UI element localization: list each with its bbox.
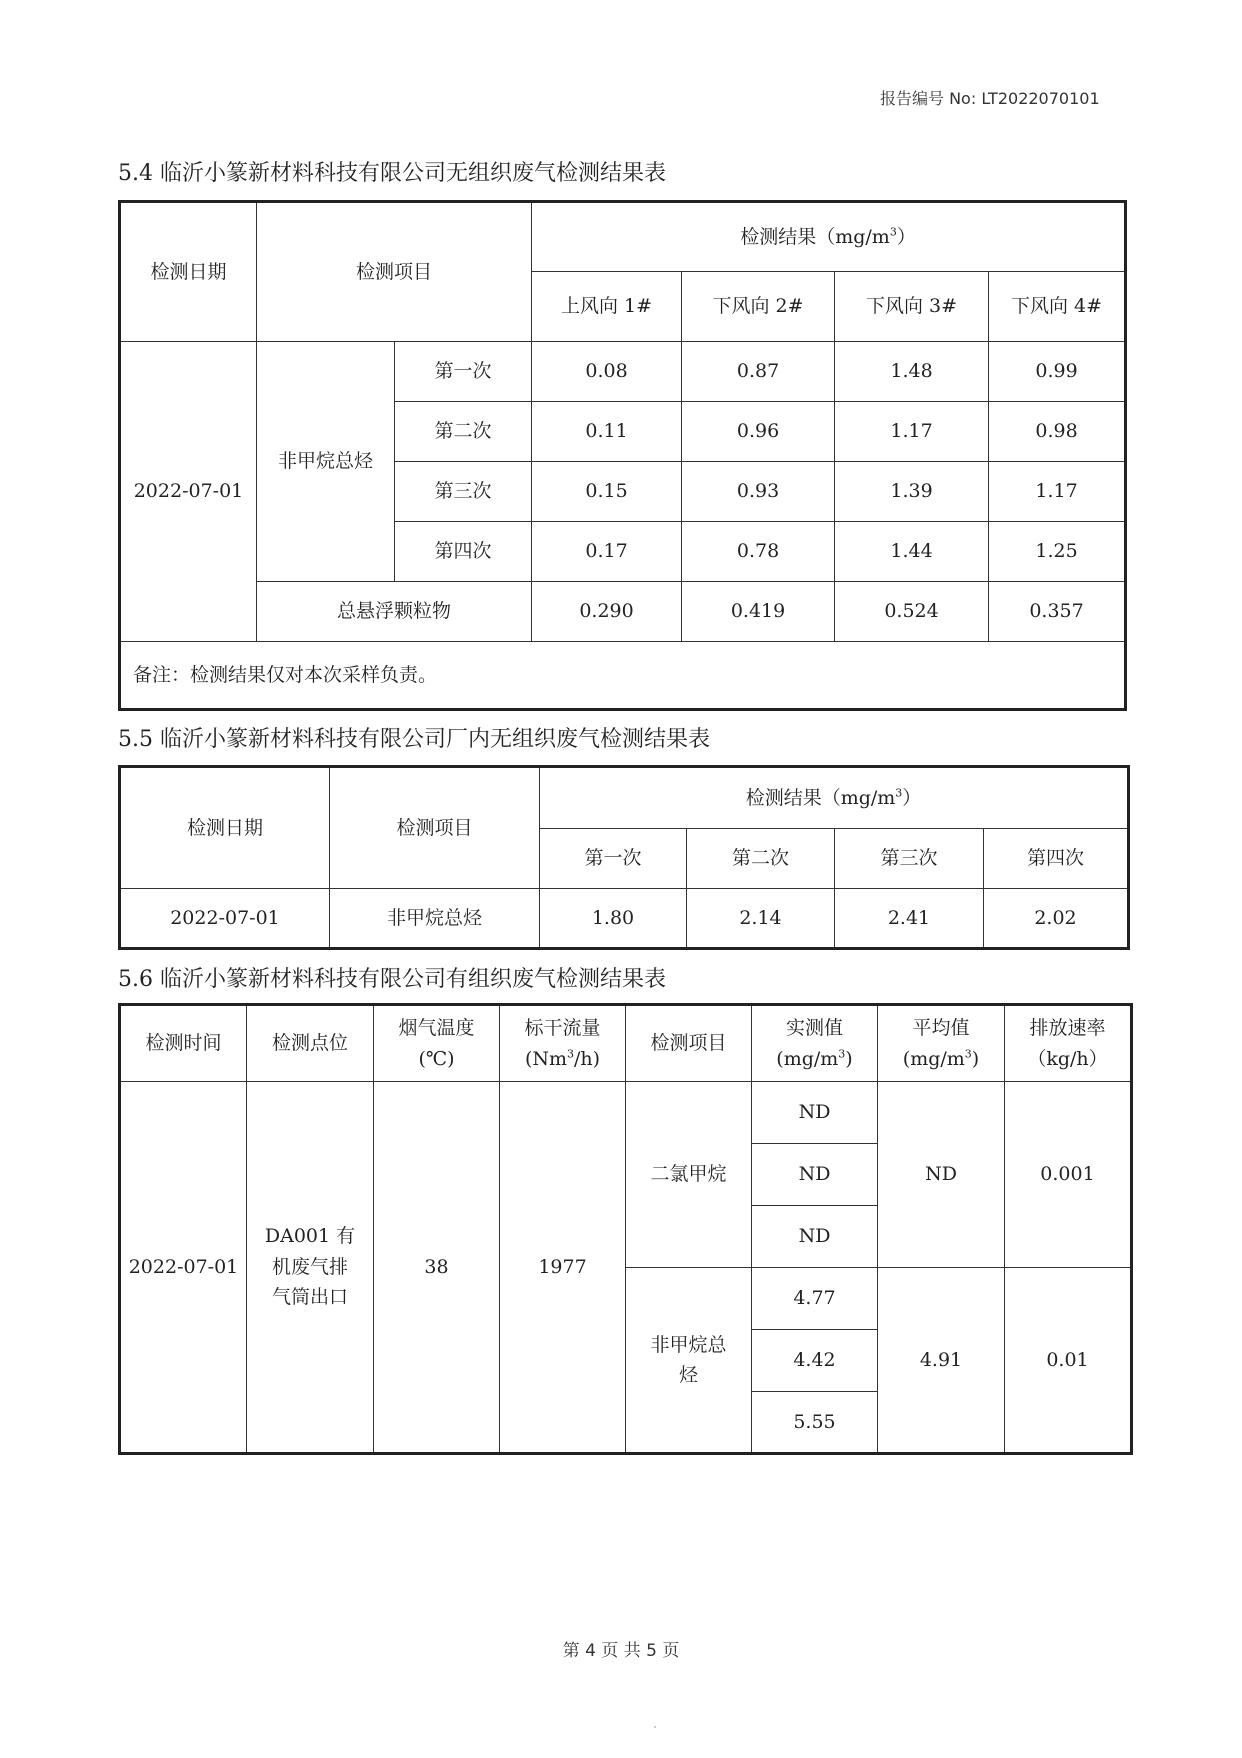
header-item: 检测项目: [257, 202, 532, 342]
section-title-5-4: 5.4 临沂小篆新材料科技有限公司无组织废气检测结果表: [118, 161, 666, 186]
value-cell: 0.290: [532, 582, 682, 642]
average-cell: 4.91: [878, 1268, 1005, 1454]
header-average: 平均值 $(mg/m^3)$: [878, 1005, 1005, 1082]
value-cell: 0.78: [682, 522, 835, 582]
page-number: 第 4 页 共 5 页: [562, 1641, 680, 1661]
value-cell: 2.02: [984, 889, 1129, 949]
value-cell: 0.524: [835, 582, 989, 642]
date-cell: 2022-07-01: [120, 1082, 247, 1454]
value-cell: 0.15: [532, 462, 682, 522]
header-temp: 烟气温度 (℃): [374, 1005, 500, 1082]
header-result: 检测结果$(mg/m^3)$: [532, 202, 1126, 272]
value-cell: 0.87: [682, 342, 835, 402]
header-date: 检测日期: [120, 767, 330, 889]
section-title-5-6: 5.6 临沂小篆新材料科技有限公司有组织废气检测结果表: [118, 967, 666, 992]
section-title-5-5: 5.5 临沂小篆新材料科技有限公司厂内无组织废气检测结果表: [118, 727, 710, 752]
value-cell: 0.99: [989, 342, 1126, 402]
value-cell: 1.17: [989, 462, 1126, 522]
header-point: 下风向 4#: [989, 272, 1126, 342]
header-item: 检测项目: [330, 767, 540, 889]
measured-cell: 4.77: [752, 1268, 878, 1330]
measured-cell: ND: [752, 1082, 878, 1144]
value-cell: 1.25: [989, 522, 1126, 582]
item-cell: 非甲烷总 烃: [626, 1268, 752, 1454]
header-date: 检测日期: [120, 202, 257, 342]
value-cell: 1.80: [540, 889, 687, 949]
report-number-value: LT2022070101: [981, 89, 1100, 108]
item-cell: 非甲烷总烃: [257, 342, 395, 582]
value-cell: 0.08: [532, 342, 682, 402]
header-rate: 排放速率 （kg/h）: [1005, 1005, 1132, 1082]
value-cell: 0.357: [989, 582, 1126, 642]
item-cell: 二氯甲烷: [626, 1082, 752, 1268]
rate-cell: 0.01: [1005, 1268, 1132, 1454]
header-result: 检测结果$(mg/m^3)$: [540, 767, 1129, 829]
note: 备注：检测结果仅对本次采样负责。: [120, 642, 1126, 710]
scan-speck: [654, 1726, 656, 1728]
value-cell: 1.39: [835, 462, 989, 522]
value-cell: 1.17: [835, 402, 989, 462]
item-cell: 非甲烷总烃: [330, 889, 540, 949]
flow-cell: 1977: [500, 1082, 626, 1454]
table-row: [120, 582, 1126, 642]
value-cell: 0.419: [682, 582, 835, 642]
report-number-label: 报告编号 No:: [880, 89, 977, 108]
header-point: 下风向 3#: [835, 272, 989, 342]
measured-cell: ND: [752, 1144, 878, 1206]
value-cell: 0.96: [682, 402, 835, 462]
measured-cell: 5.55: [752, 1392, 878, 1454]
value-cell: 0.17: [532, 522, 682, 582]
time-label: 第三次: [395, 462, 532, 522]
header-item: 检测项目: [626, 1005, 752, 1082]
time-label: 第二次: [395, 402, 532, 462]
table-5-6: [118, 1003, 1133, 1455]
rate-cell: 0.001: [1005, 1082, 1132, 1268]
header-point: 上风向 1#: [532, 272, 682, 342]
table-row: [120, 342, 1126, 402]
table-row: [120, 889, 1129, 949]
date-cell: 2022-07-01: [120, 342, 257, 642]
date-cell: 2022-07-01: [120, 889, 330, 949]
average-cell: ND: [878, 1082, 1005, 1268]
header-time: 第四次: [984, 829, 1129, 889]
time-label: 第四次: [395, 522, 532, 582]
value-cell: 1.44: [835, 522, 989, 582]
header-time: 第三次: [835, 829, 984, 889]
value-cell: 0.93: [682, 462, 835, 522]
value-cell: 2.14: [687, 889, 835, 949]
value-cell: 0.11: [532, 402, 682, 462]
value-cell: 2.41: [835, 889, 984, 949]
header-time: 第一次: [540, 829, 687, 889]
header-flow: 标干流量 (Nm$^3$/h): [500, 1005, 626, 1082]
point-cell: DA001 有 机废气排 气筒出口: [247, 1082, 374, 1454]
header-time: 第二次: [687, 829, 835, 889]
measured-cell: ND: [752, 1206, 878, 1268]
report-number: [880, 86, 1100, 109]
value-cell: 0.98: [989, 402, 1126, 462]
table-5-4: [118, 200, 1127, 711]
header-measured: 实测值 $(mg/m^3)$: [752, 1005, 878, 1082]
header-point: 检测点位: [247, 1005, 374, 1082]
time-label: 第一次: [395, 342, 532, 402]
header-point: 下风向 2#: [682, 272, 835, 342]
table-row: [120, 1082, 1132, 1144]
item-cell: 总悬浮颗粒物: [257, 582, 532, 642]
table-5-5: [118, 765, 1130, 950]
value-cell: 1.48: [835, 342, 989, 402]
temp-cell: 38: [374, 1082, 500, 1454]
header-time: 检测时间: [120, 1005, 247, 1082]
measured-cell: 4.42: [752, 1330, 878, 1392]
